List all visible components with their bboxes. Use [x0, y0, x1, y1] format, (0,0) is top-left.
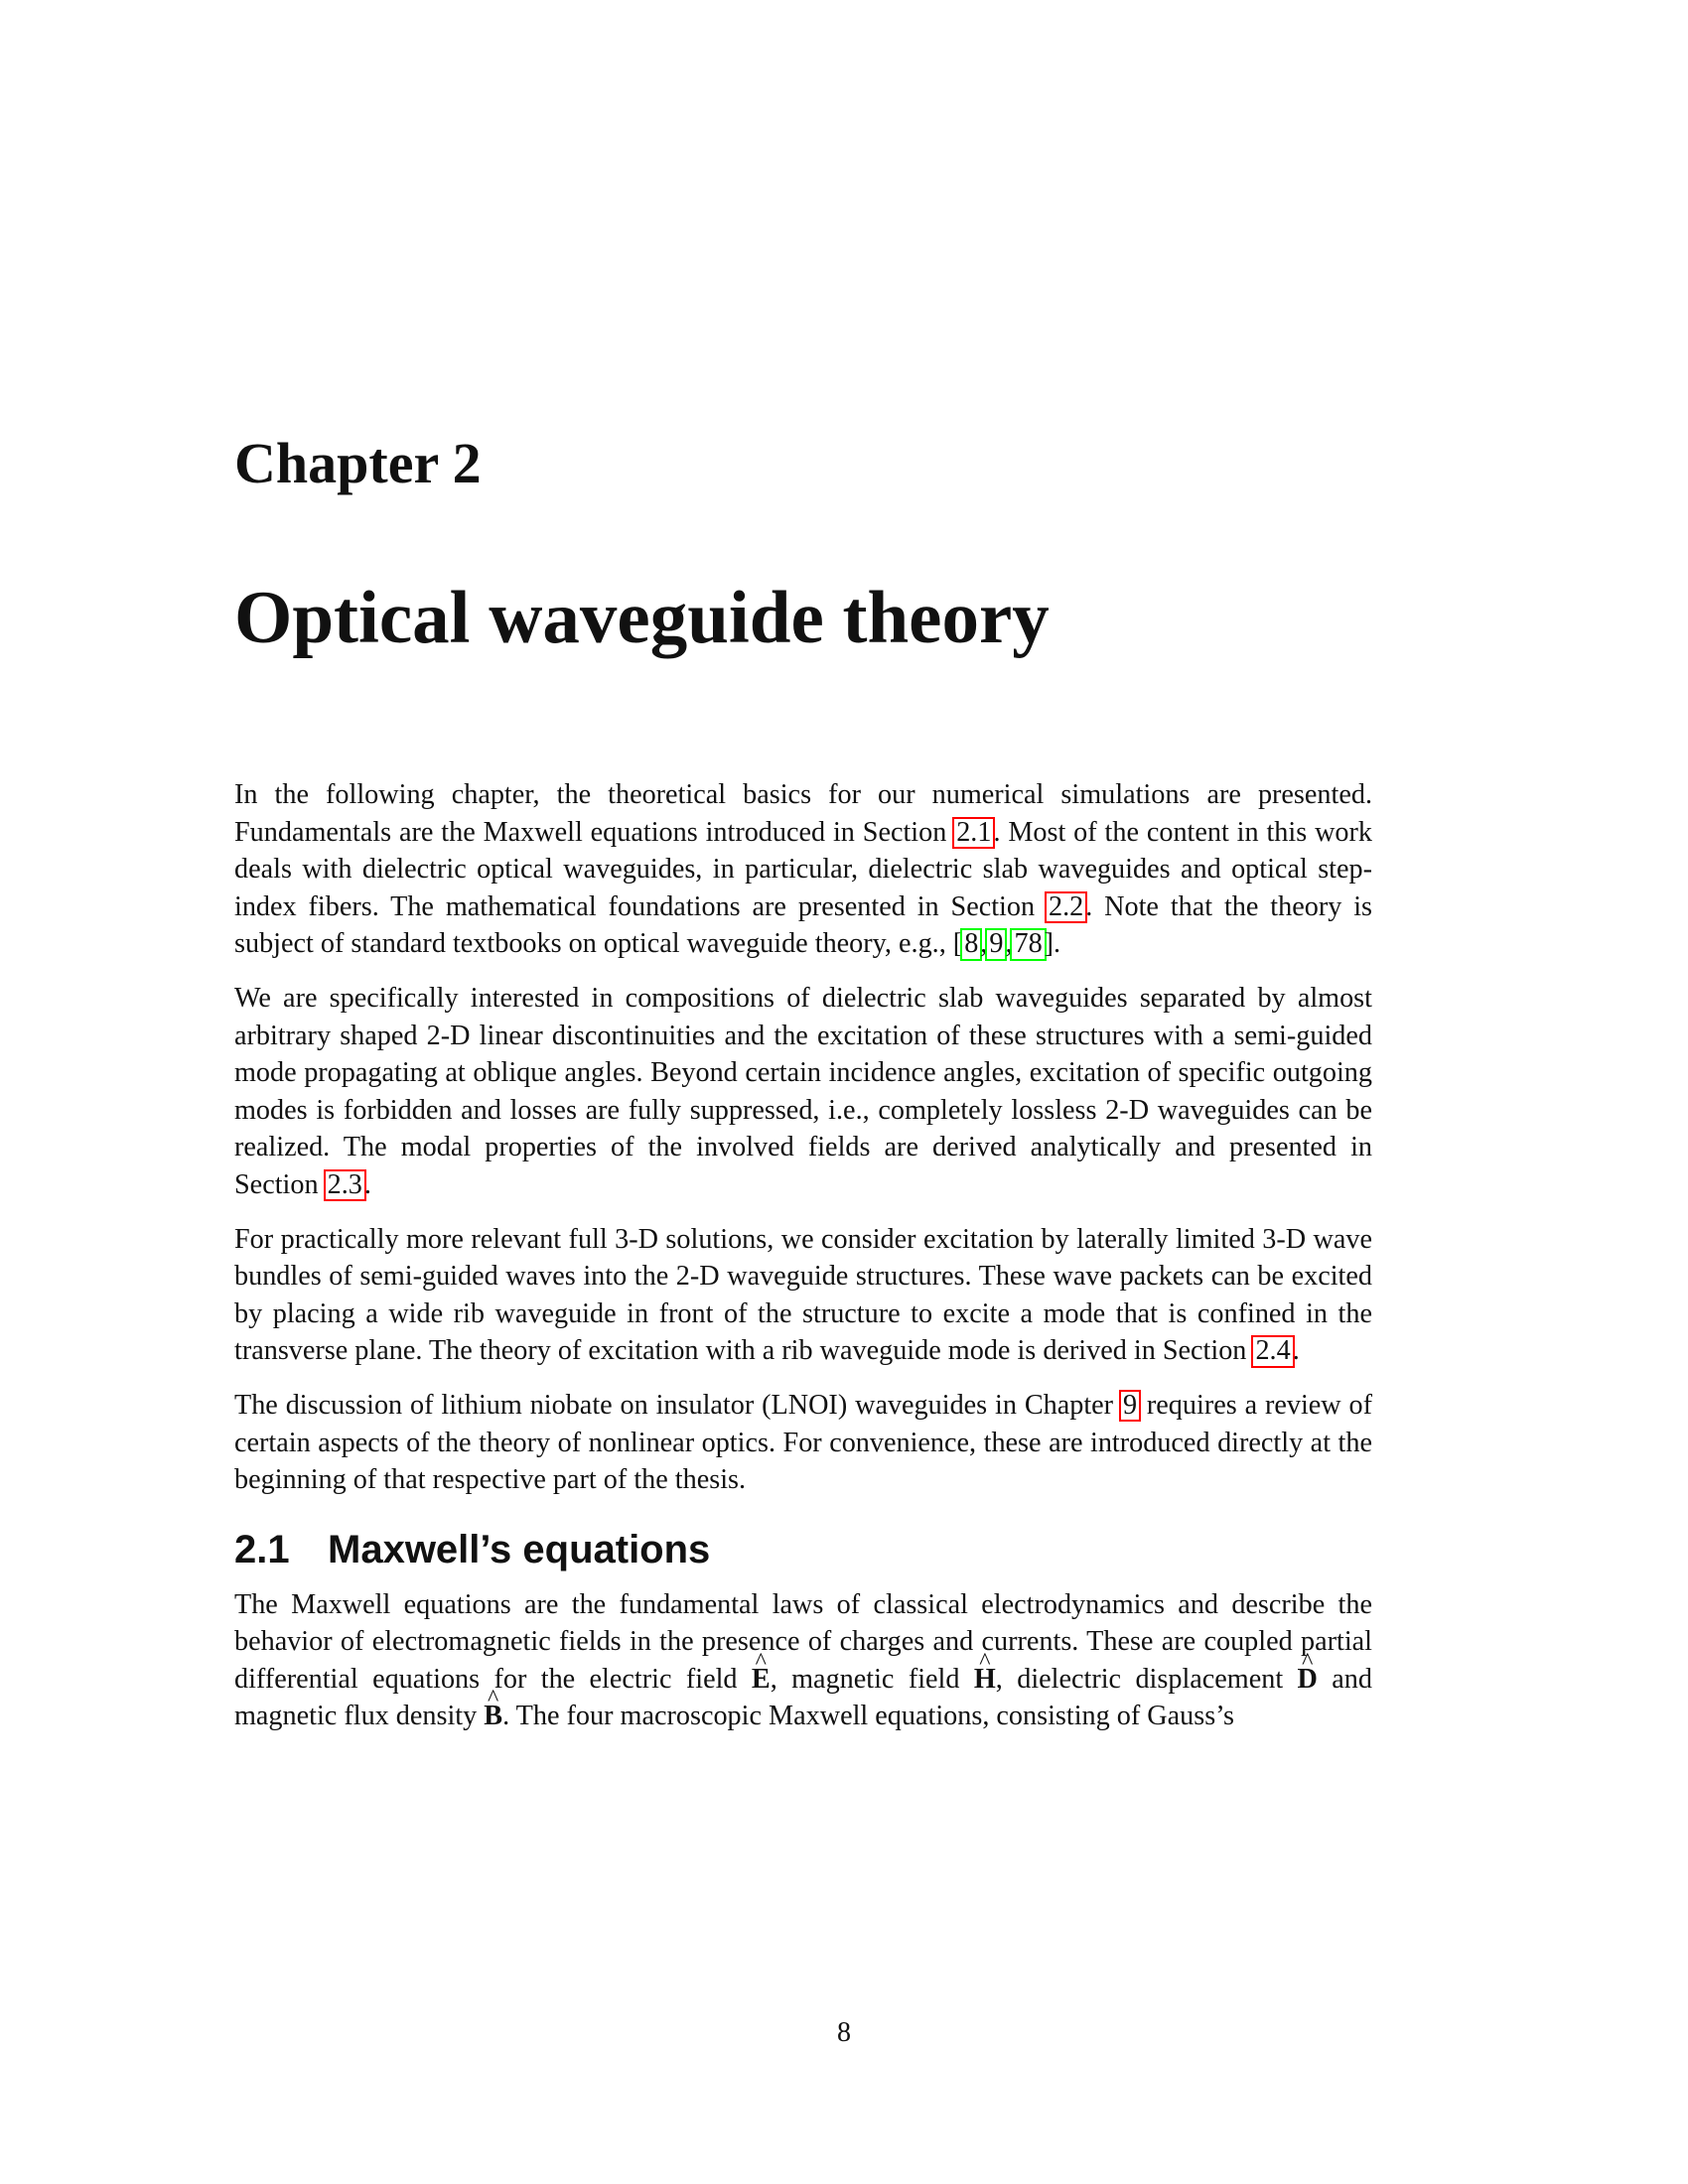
section-link-2-4[interactable]: 2.4	[1255, 1335, 1291, 1367]
text-run: requires a review of certain aspects of the theory of nonlinear optics. For convenience, these are introduced directly at the beginning of that respective part of the thesis.	[234, 1389, 1372, 1496]
citation-link-9[interactable]: 9	[989, 928, 1004, 960]
citation-link-78[interactable]: 78	[1014, 928, 1043, 960]
text-run: and magnetic flux density	[234, 1663, 1372, 1732]
section-link-2-2[interactable]: 2.2	[1048, 890, 1084, 922]
magnetic-field-symbol: ^ H	[974, 1661, 996, 1699]
citation-separator: ,	[1005, 928, 1013, 960]
text-run: , dielectric displacement	[995, 1663, 1298, 1695]
chapter-title: Optical waveguide theory	[234, 577, 1050, 659]
chapter-label: Chapter 2	[234, 431, 482, 495]
paragraph-3d-solutions	[234, 1221, 1372, 1370]
flux-density-symbol: ^ B	[484, 1698, 502, 1735]
text-run: . Note that the theory is subject of standard textbooks on optical waveguide theory, e.g., [	[234, 890, 1372, 960]
paragraph-lnoi	[234, 1387, 1372, 1499]
text-run: . The four macroscopic Maxwell equations, consisting of Gauss’s	[502, 1701, 1235, 1732]
text-run: .	[363, 1168, 371, 1200]
text-run: The discussion of lithium niobate on insulator (LNOI) waveguides in Chapter	[234, 1389, 1121, 1421]
text-run: We are specifically interested in compositions of dielectric slab waveguides separated by almost arbitrary shaped 2-D linear discontinuities and the excitation of these structures with a semi-guided mode propagating at oblique angles. Beyond certain incidence angles, excitation of specific outgoing modes is forbidden and losses are fully suppressed, i.e., completely lossless 2-D waveguides can be realized. The modal properties of the involved fields are derived analytically and presented in Section	[234, 982, 1372, 1200]
text-run: ].	[1044, 928, 1061, 960]
text-run: The Maxwell equations are the fundamental laws of classical electrodynamics and describe the behavior of electromagnetic fields in the presence of charges and currents. These are coupled partial differential equations for the electric field	[234, 1588, 1372, 1695]
section-number: 2.1	[234, 1527, 290, 1571]
displacement-symbol: ^ D	[1298, 1661, 1318, 1699]
citation-link-8[interactable]: 8	[964, 928, 979, 960]
section-title: Maxwell’s equations	[328, 1527, 711, 1571]
text-run: . Most of the content in this work deals with dielectric optical waveguides, in particular, dielectric slab waveguides and optical step-index fibers. The mathematical foundations are presented in Section	[234, 816, 1373, 922]
section-link-2-1[interactable]: 2.1	[956, 816, 992, 848]
page-number: 8	[837, 2017, 851, 2048]
text-run: .	[1292, 1335, 1300, 1367]
section-heading	[234, 1527, 1372, 1572]
paragraph-intro	[234, 776, 1372, 963]
citation-separator: ,	[980, 928, 988, 960]
section-link-2-3[interactable]: 2.3	[327, 1168, 362, 1200]
text-run: , magnetic field	[770, 1663, 974, 1695]
paragraph-slab-waveguides	[234, 980, 1372, 1204]
body-text	[234, 776, 1372, 1752]
electric-field-symbol: ^ E	[752, 1661, 771, 1699]
text-run: In the following chapter, the theoretical basics for our numerical simulations are presented. Fundamentals are the Maxwell equations introduced in Section	[234, 779, 1372, 848]
chapter-link-9[interactable]: 9	[1122, 1389, 1138, 1421]
paragraph-maxwell	[234, 1586, 1372, 1735]
text-run: For practically more relevant full 3-D solutions, we consider excitation by laterally limited 3-D wave bundles of semi-guided waves into the 2-D waveguide structures. These wave packets can be excited by placing a wide rib waveguide in front of the structure to excite a mode that is confined in the transverse plane. The theory of excitation with a rib waveguide mode is derived in Section	[234, 1223, 1372, 1367]
